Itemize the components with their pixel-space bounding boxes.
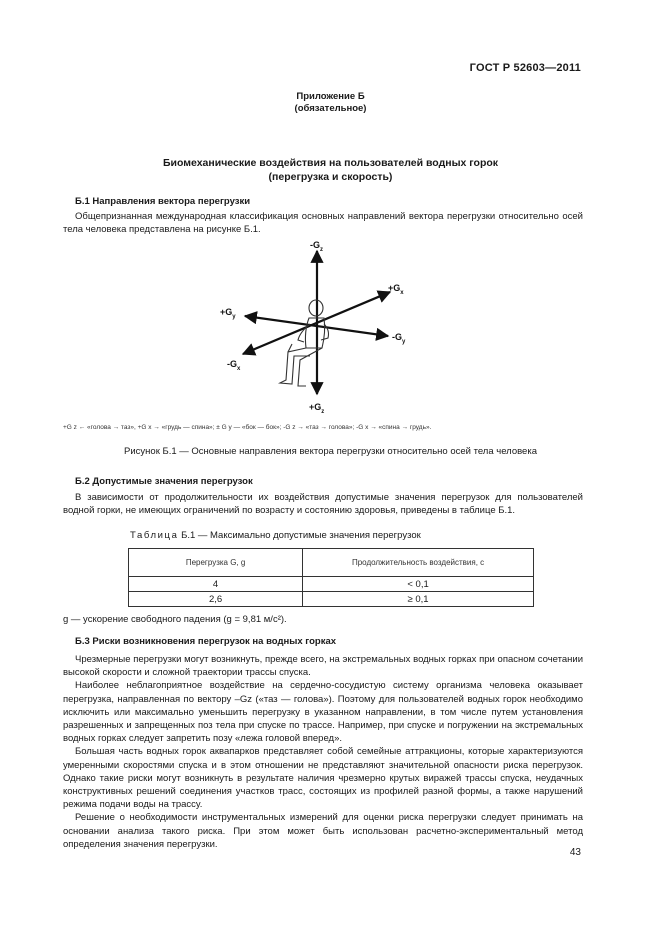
document-title-line2: (перегрузка и скорость) [268,171,393,183]
annex-status: (обязательное) [294,103,367,114]
section-b3-paragraph: Большая часть водных горок аквапарков представляет собой семейные аттракционы, которые характеризуются умеренными скоростями спуска и в этом отношении не представляют значительной опасности риска перегрузок. Однако такие риски могут возникнуть в результате наличия чрезмерно крутых виражей трассы спуска, неудачных конструктивных решений соединения участков трасс, состоящих из профилей разной формы, а также нарушений режима подачи воды на трассу. [63,746,583,811]
figure-legend: +G z ← «голова → таз», +G x → «грудь — спина»; ± G y — «бок — бок»; -G z → «таз → голова»; -G x → «спина → грудь». [63,424,432,431]
section-heading-b3: Б.3 Риски возникновения перегрузок на водных горках [75,636,337,647]
table-cell: ≥ 0,1 [303,592,534,607]
annex-title: Приложение Б [296,91,365,102]
table-caption-prefix: Таблица [130,530,179,541]
label-minus-gx: $-G_x$ [227,359,241,372]
overload-vector-figure [200,236,450,416]
table-row [129,577,534,592]
table-header-overload: Перегрузка G, g [129,549,303,577]
table-cell: 4 [129,577,303,592]
label-minus-gz: $-G_z$ [310,240,323,253]
table-header-duration: Продолжительность воздействия, с [303,549,534,577]
section-b3-body [63,653,583,851]
document-title-line1: Биомеханические воздействия на пользователей водных горок [162,157,499,169]
overload-table [128,548,534,607]
table-caption-text: Б.1 — Максимально допустимые значения перегрузок [178,530,421,541]
section-heading-b2: Б.2 Допустимые значения перегрузок [75,476,253,487]
seated-person-icon [280,300,329,386]
section-b3-paragraph: Наиболее неблагоприятное воздействие на сердечно-сосудистую систему организма человека оказывает перегрузка, направленная по вектору –Gz («таз — голова»). Поэтому для пользователей водных горок необходимо исключить или максимально уменьшить перегрузку в указанном направлении, в том числе путем установления разрешенных и запрещенных поз тела при спуске по трассе. Например, при спуске и погружении на экстремальных водных горках следует запретить позу «лежа головой вперед». [63,680,583,745]
table-row [129,592,534,607]
table-cell: < 0,1 [303,577,534,592]
label-plus-gz: $+G_z$ [309,402,325,415]
figure-caption: Рисунок Б.1 — Основные направления вектора перегрузки относительно осей тела человека [124,446,537,457]
table-header-row [129,549,534,577]
section-b3-paragraph: Решение о необходимости инструментальных измерений для оценки риска перегрузки следует принимать на основании анализа такого риска. При этом может быть использован расчетно-экспериментальный метод определения значения перегрузки. [63,812,583,850]
document-title [0,156,661,184]
page-number: 43 [569,847,581,858]
label-plus-gx: $+G_x$ [388,283,404,296]
table-note: g — ускорение свободного падения (g = 9,81 м/с²). [63,614,287,625]
section-b3-paragraph: Чрезмерные перегрузки могут возникнуть, прежде всего, на экстремальных водных горках при опасном сочетании высокой скорости и сложной траектории трассы спуска. [63,654,583,679]
standard-number: ГОСТ Р 52603—2011 [469,62,581,74]
section-heading-b1: Б.1 Направления вектора перегрузки [75,196,251,207]
section-b1-paragraph: Общепризнанная международная классификация основных направлений вектора перегрузки относительно осей тела человека представлена на рисунке Б.1. [63,211,583,236]
label-plus-gy: $+G_y$ [220,307,236,320]
annex-heading [0,91,661,115]
table-cell: 2,6 [129,592,303,607]
section-b2-paragraph: В зависимости от продолжительности их воздействия допустимые значения перегрузок для пользователей водной горки, не имеющих ограничений по возрасту и состоянию здоровья, приведены в таблице Б.1. [63,492,583,517]
table-caption [130,530,421,541]
label-minus-gy: $-G_y$ [392,332,406,345]
